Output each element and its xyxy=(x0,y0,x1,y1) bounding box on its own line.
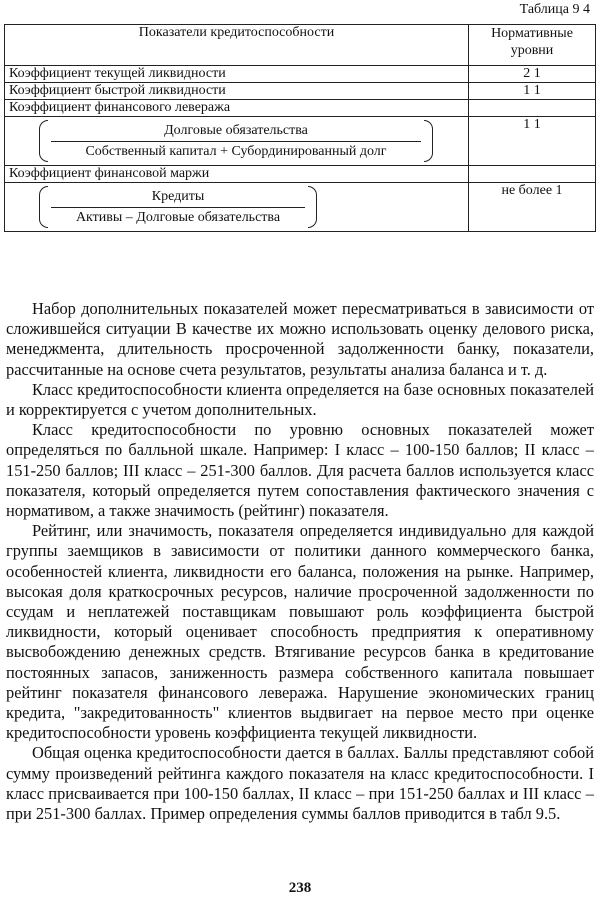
right-paren xyxy=(308,186,317,228)
table-header-row xyxy=(5,25,596,66)
table-row xyxy=(5,66,596,83)
body-text xyxy=(6,299,594,824)
margin-formula-cell xyxy=(5,183,469,232)
leverage-norm: 1 1 xyxy=(469,117,596,166)
left-paren xyxy=(39,120,48,162)
row-norm xyxy=(469,166,596,183)
formula-numerator: Кредиты xyxy=(51,188,305,208)
table-row xyxy=(5,166,596,183)
table-row-formula xyxy=(5,183,596,232)
row-label: Коэффициент текущей ликвидности xyxy=(5,66,469,83)
right-paren xyxy=(424,120,433,162)
formula-numerator: Долговые обязательства xyxy=(51,122,421,142)
left-paren xyxy=(39,186,48,228)
table-row xyxy=(5,100,596,117)
margin-norm: не более 1 xyxy=(469,183,596,232)
formula-denominator: Собственный капитал + Субординированный долг xyxy=(85,144,387,159)
paragraph: Класс кредитоспособности клиента определяется на базе основных показателей и корректируется с учетом дополнительных. xyxy=(6,379,594,420)
creditworthiness-table xyxy=(4,24,596,232)
row-label: Коэффициент финансового левеража xyxy=(5,100,469,117)
row-norm: 1 1 xyxy=(469,83,596,100)
header-norm-levels: Нормативные уровни xyxy=(469,25,596,66)
formula-denominator: Активы – Долговые обязательства xyxy=(75,210,281,225)
page-number: 238 xyxy=(288,880,312,896)
row-label: Коэффициент финансовой маржи xyxy=(5,166,469,183)
paragraph: Рейтинг, или значимость, показателя определяется индивидуально для каждой группы заемщиков в зависимости от политики данного коммерческого банка, особенностей клиента, ликвидности его баланса, положения на рынке. Например, высокая доля краткосрочных ресурсов, наличие просроченной задолженности по ссудам и неплатежей поставщикам повышают роль коэффициента быстрой ликвидности, который оценивает способность предприятия к оперативному высвобождению денежных средств. Втягивание ресурсов банка в кредитование постоянных запасов, заниженность размера собственного капитала повышает рейтинг показателя финансового левеража. Нарушение экономических границ кредита, "закредитованность" клиентов выдвигает на первое место при оценке кредитоспособности уровень коэффициента текущей ликвидности. xyxy=(6,521,594,743)
margin-formula xyxy=(39,186,317,228)
paragraph: Класс кредитоспособности по уровню основных показателей может определяться по балльной шкале. Например: I класс – 100-150 баллов; II класс – 151-250 баллов; III класс – 251-300 баллов. Для расчета баллов используется класс показателя, который определяется путем сопоставления фактического значения с нормативом, а также значимость (рейтинг) показателя. xyxy=(6,420,594,521)
paragraph: Общая оценка кредитоспособности дается в баллах. Баллы представляют собой сумму произведений рейтинга каждого показателя на класс кредитоспособности. I класс присваивается при 100-150 баллах, II класс – при 151-250 баллах и III класс – при 251-300 баллах. Пример определения суммы баллов приводится в табл 9.5. xyxy=(6,743,594,824)
leverage-formula xyxy=(39,120,433,162)
row-norm xyxy=(469,100,596,117)
header-indicators: Показатели кредитоспособности xyxy=(5,25,469,66)
row-label: Коэффициент быстрой ликвидности xyxy=(5,83,469,100)
table-row xyxy=(5,83,596,100)
table-row-formula xyxy=(5,117,596,166)
row-norm: 2 1 xyxy=(469,66,596,83)
table-caption: Таблица 9 4 xyxy=(519,2,590,17)
leverage-formula-cell xyxy=(5,117,469,166)
paragraph: Набор дополнительных показателей может пересматриваться в зависимости от сложившейся ситуации В качестве их можно использовать оценку делового риска, менеджмента, длительность просроченной задолженности банку, показатели, рассчитанные на основе счета результатов, результаты анализа баланса и т. д. xyxy=(6,299,594,379)
